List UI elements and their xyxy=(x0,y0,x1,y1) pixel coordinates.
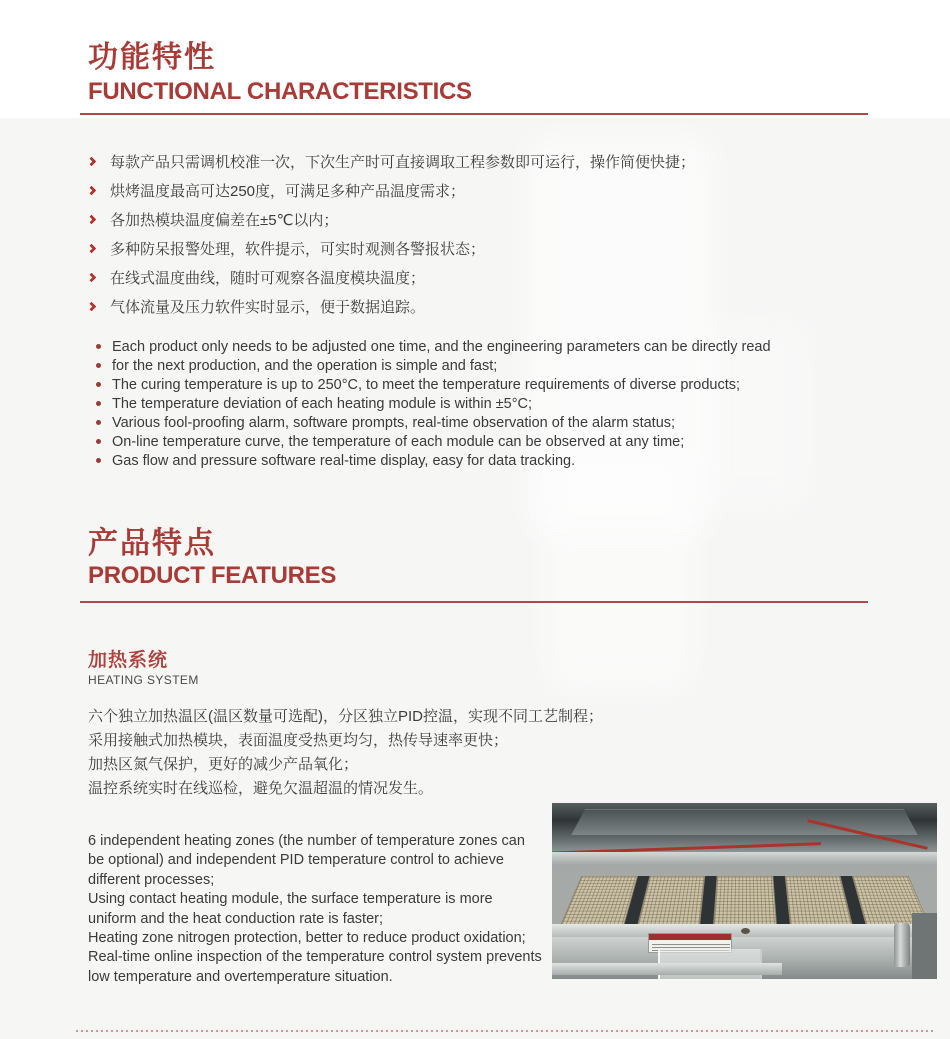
heating-module xyxy=(636,876,705,924)
paragraph-line: Heating zone nitrogen protection, better to reduce product oxidation; xyxy=(88,930,526,947)
chevron-right-icon xyxy=(88,274,110,281)
background-watermark xyxy=(545,440,695,690)
bullet-text: The curing temperature is up to 250°C, to meet the temperature requirements of diverse products; xyxy=(112,376,741,393)
bullet-text: Each product only needs to be adjusted one time, and the engineering parameters can be directly read xyxy=(112,338,771,355)
oven-chamber xyxy=(552,866,937,924)
oven-hinge-rail xyxy=(552,852,937,866)
list-item xyxy=(96,394,771,413)
paragraph-line: 六个独立加热温区(温区数量可选配)，分区独立PID控温，实现不同工艺制程； xyxy=(88,708,603,725)
list-item xyxy=(96,356,771,375)
bullet-text: 气体流量及压力软件实时显示，便于数据追踪。 xyxy=(110,299,426,316)
heating-system-title-en: HEATING SYSTEM xyxy=(88,673,199,687)
list-item xyxy=(96,432,771,451)
bullet-text: Various fool-proofing alarm, software prompts, real-time observation of the alarm status; xyxy=(112,414,676,431)
chevron-right-icon xyxy=(88,303,110,310)
bullet-text: 在线式温度曲线，随时可观察各温度模块温度； xyxy=(110,270,426,287)
list-item xyxy=(88,234,695,263)
paragraph-line: Real-time online inspection of the temperature control system prevents xyxy=(88,949,542,966)
dot-icon xyxy=(96,458,112,463)
cylinder-fitting xyxy=(894,923,910,967)
chevron-right-icon xyxy=(88,216,110,223)
heating-zones-photo xyxy=(552,803,937,979)
dot-icon xyxy=(96,401,112,406)
paragraph-line: different processes; xyxy=(88,871,215,888)
bullet-text: for the next production, and the operation is simple and fast; xyxy=(112,357,498,374)
dot-icon xyxy=(96,363,112,368)
heating-paragraph-en xyxy=(88,832,542,987)
bullet-text: 每款产品只需调机校准一次，下次生产时可直接调取工程参数即可运行，操作简便快捷； xyxy=(110,154,696,171)
list-item xyxy=(88,176,695,205)
bullet-text: 各加热模块温度偏差在±5℃以内； xyxy=(110,212,339,229)
product-title-zh: 产品特点 xyxy=(88,527,216,560)
chevron-right-icon xyxy=(88,158,110,165)
rail-screw xyxy=(741,928,750,934)
list-item xyxy=(88,147,695,176)
dot-icon xyxy=(96,382,112,387)
warning-label-band xyxy=(649,934,731,940)
list-item xyxy=(96,451,771,470)
list-item xyxy=(96,337,771,356)
list-item xyxy=(88,292,695,321)
paragraph-line: be optional) and independent PID temperature control to achieve xyxy=(88,852,504,869)
functional-section-divider xyxy=(80,113,868,115)
right-side-structure xyxy=(912,913,937,979)
oven-lid-inner-panel xyxy=(571,809,918,835)
front-pipe xyxy=(552,963,782,975)
dot-icon xyxy=(96,420,112,425)
bullet-text: 烘烤温度最高可达250度，可满足多种产品温度需求； xyxy=(110,183,466,200)
page-bottom-dotted-divider xyxy=(76,1030,934,1032)
heating-module-panels xyxy=(560,876,930,924)
dot-icon xyxy=(96,439,112,444)
paragraph-line: uniform and the heat conduction rate is faster; xyxy=(88,910,384,927)
functional-title-zh: 功能特性 xyxy=(88,41,216,74)
paragraph-line: 加热区氮气保护，更好的减少产品氧化； xyxy=(88,756,359,773)
list-item xyxy=(96,413,771,432)
paragraph-line: 采用接触式加热模块，表面温度受热更均匀，热传导速率更快； xyxy=(88,732,509,749)
product-title-en: PRODUCT FEATURES xyxy=(88,562,337,589)
functional-bullets-en xyxy=(96,337,771,470)
list-item xyxy=(88,205,695,234)
functional-bullets-zh xyxy=(88,147,695,321)
bullet-text: 多种防呆报警处理，软件提示，可实时观测各警报状态； xyxy=(110,241,486,258)
heating-module xyxy=(713,876,777,924)
bullet-text: On-line temperature curve, the temperature of each module can be observed at any time; xyxy=(112,433,685,450)
dot-icon xyxy=(96,344,112,349)
paragraph-line: low temperature and overtemperature situation. xyxy=(88,968,393,985)
paragraph-line: 温控系统实时在线巡检，避免欠温超温的情况发生。 xyxy=(88,780,434,797)
paragraph-line: 6 independent heating zones (the number of temperature zones can xyxy=(88,833,525,849)
bullet-text: The temperature deviation of each heating module is within ±5°C; xyxy=(112,395,532,412)
chevron-right-icon xyxy=(88,187,110,194)
heating-paragraph-zh xyxy=(88,705,603,801)
paragraph-line: Using contact heating module, the surface temperature is more xyxy=(88,891,493,908)
list-item xyxy=(96,375,771,394)
list-item xyxy=(88,263,695,292)
chevron-right-icon xyxy=(88,245,110,252)
bullet-text: Gas flow and pressure software real-time display, easy for data tracking. xyxy=(112,452,576,469)
functional-title-en: FUNCTIONAL CHARACTERISTICS xyxy=(88,78,472,105)
product-section-divider xyxy=(80,601,868,603)
heating-system-title-zh: 加热系统 xyxy=(88,650,169,671)
